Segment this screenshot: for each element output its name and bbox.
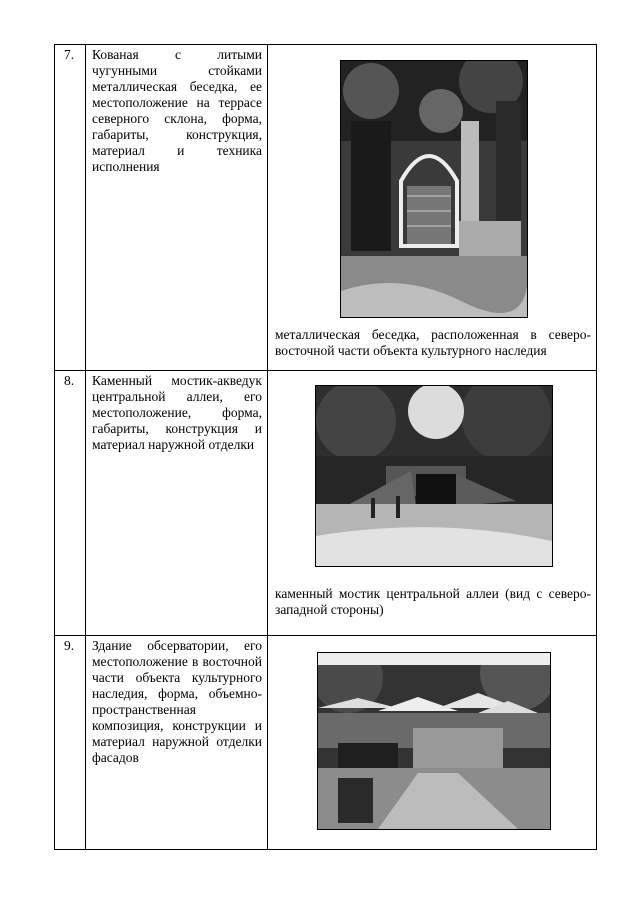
gazebo-photo <box>340 60 526 318</box>
photo-caption: каменный мостик центральной аллеи (вид с северо-западной стороны) <box>275 586 591 617</box>
row-number: 9. <box>55 636 86 850</box>
photo-cell <box>268 45 597 371</box>
observatory-photo <box>317 652 549 830</box>
row-number: 8. <box>55 371 86 636</box>
row-description: Кованая с литыми чугунными стойками металлическая беседка, ее местоположение на террасе северного склона, форма, габариты, конструкция, материал и техника исполнения <box>86 45 268 371</box>
photo-caption: металлическая беседка, расположенная в северо-восточной части объекта культурного наследия <box>275 327 591 358</box>
row-number: 7. <box>55 45 86 371</box>
table-row <box>55 371 597 636</box>
table-row <box>55 636 597 850</box>
photo-cell <box>268 636 597 850</box>
heritage-table <box>54 44 597 850</box>
table-row <box>55 45 597 371</box>
row-description: Каменный мостик-акведук центральной аллеи, его местоположение, форма, габариты, конструкция и материал наружной отделки <box>86 371 268 636</box>
bridge-photo <box>315 385 551 567</box>
row-description: Здание обсерватории, его местоположение в восточной части объекта культурного наследия, форма, объемно-пространственная композиция, конструкции и материал наружной отделки фасадов <box>86 636 268 850</box>
photo-cell <box>268 371 597 636</box>
